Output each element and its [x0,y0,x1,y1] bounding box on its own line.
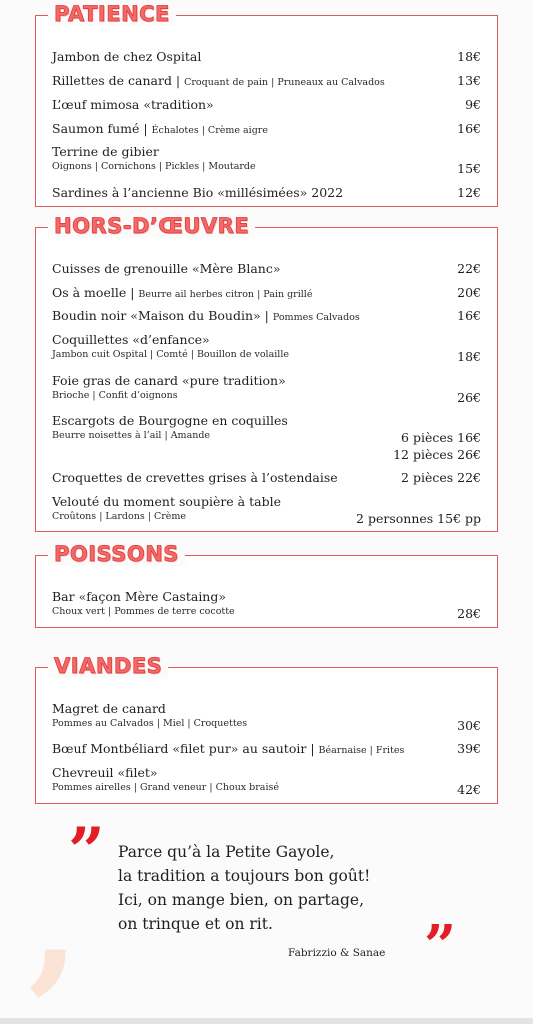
item-description: Pommes au Calvados | Miel | Croquettes [52,718,248,729]
section-title: PATIENCE [48,2,176,26]
item-price: 12€ [457,185,481,200]
item-name: Foie gras de canard «pure tradition» [52,373,286,388]
section-viandes [35,654,498,804]
quote-watermark-icon: , [28,833,81,1009]
menu-item [52,332,481,362]
quote-close-icon: ” [424,913,457,979]
menu-item: Os à moelle | Beurre ail herbes citron | Pain grillé 20€ [52,285,481,300]
item-name: Jambon de chez Ospital [52,49,202,64]
item-name: Bœuf Montbéliard «filet pur» au sautoir [52,741,307,756]
item-price: 13€ [457,73,481,88]
item-name: Cuisses de grenouille «Mère Blanc» [52,261,281,276]
item-name: Os à moelle [52,285,127,300]
item-price: 2 pièces 22€ [401,470,481,485]
quote-open-icon: ” [68,814,105,889]
item-price: 22€ [457,261,481,276]
item-name: Escargots de Bourgogne en coquilles [52,413,288,428]
menu-item [52,413,481,462]
item-price: 2 personnes 15€ pp [356,511,481,526]
item-name: Croquettes de crevettes grises à l’ostendaise [52,470,338,485]
bottom-bar [0,1018,533,1024]
item-description: Échalotes | Crème aigre [151,125,268,136]
item-price: 6 pièces 16€ [401,430,481,445]
menu-item [52,494,481,524]
section-hors-doeuvre [35,214,498,532]
item-price: 28€ [457,606,481,621]
menu-item: Bœuf Montbéliard «filet pur» au sautoir | Béarnaise | Frites 39€ [52,741,481,756]
menu-item: Rillettes de canard | Croquant de pain | Pruneaux au Calvados 13€ [52,73,481,88]
menu-item [52,97,481,113]
item-price: 30€ [457,718,481,733]
item-name: Boudin noir «Maison du Boudin» [52,308,261,323]
quote-line: on trinque et on rit. [118,915,273,933]
item-price: 18€ [457,49,481,64]
item-price: 39€ [457,741,481,756]
item-description: Pommes Calvados [272,312,360,323]
item-name: Sardines à l’ancienne Bio «millésimées» 2022 [52,185,344,200]
menu-item [52,185,481,201]
item-name: Saumon fumé [52,121,140,136]
item-name: Terrine de gibier [52,144,159,159]
item-price: 26€ [457,390,481,405]
item-name: Magret de canard [52,701,166,716]
menu-item: Boudin noir «Maison du Boudin» | Pommes Calvados 16€ [52,308,481,323]
item-price: 15€ [457,161,481,176]
quote-line: la tradition a toujours bon goût! [118,867,371,885]
menu-item [52,49,481,65]
item-price: 20€ [457,285,481,300]
item-name: Rillettes de canard [52,73,172,88]
item-price: 9€ [465,97,481,112]
menu-item [52,261,481,277]
item-name: Coquillettes «d’enfance» [52,332,210,347]
section-title: POISSONS [48,542,185,566]
item-description: Choux vert | Pommes de terre cocotte [52,606,235,617]
item-price: 42€ [457,782,481,797]
item-description: Croûtons | Lardons | Crème [52,511,187,522]
item-description: Beurre noisettes à l’ail | Amande [52,430,211,441]
menu-item [52,373,481,403]
menu-item [52,470,481,486]
item-price-alt: 12 pièces 26€ [393,447,481,462]
item-description: Oignons | Cornichons | Pickles | Moutarde [52,161,256,172]
section-poissons [35,542,498,628]
quote-author: Fabrizzio & Sanae [288,947,386,959]
item-name: Velouté du moment soupière à table [52,494,281,509]
item-price: 16€ [457,121,481,136]
menu-item: Saumon fumé | Échalotes | Crème aigre 16€ [52,121,481,136]
item-description: Pommes airelles | Grand veneur | Choux braisé [52,782,280,793]
item-description: Beurre ail herbes citron | Pain grillé [138,289,313,300]
item-price: 18€ [457,349,481,364]
menu-item [52,701,481,731]
item-description: Béarnaise | Frites [318,745,405,756]
section-title: VIANDES [48,654,168,678]
quote-line: Parce qu’à la Petite Gayole, [118,843,335,861]
item-name: Chevreuil «filet» [52,765,158,780]
item-description: Brioche | Confit d’oignons [52,390,178,401]
menu-item [52,144,481,174]
menu-item [52,589,481,619]
quote-text [118,840,370,936]
item-description: Croquant de pain | Pruneaux au Calvados [184,77,385,88]
item-name: Bar «façon Mère Castaing» [52,589,227,604]
menu-item [52,765,481,795]
item-description: Jambon cuit Ospital | Comté | Bouillon de volaille [52,349,289,360]
section-patience [35,2,498,207]
item-price: 16€ [457,308,481,323]
section-title: HORS-D’ŒUVRE [48,214,255,238]
quote-line: Ici, on mange bien, on partage, [118,891,364,909]
item-name: L’œuf mimosa «tradition» [52,97,214,112]
